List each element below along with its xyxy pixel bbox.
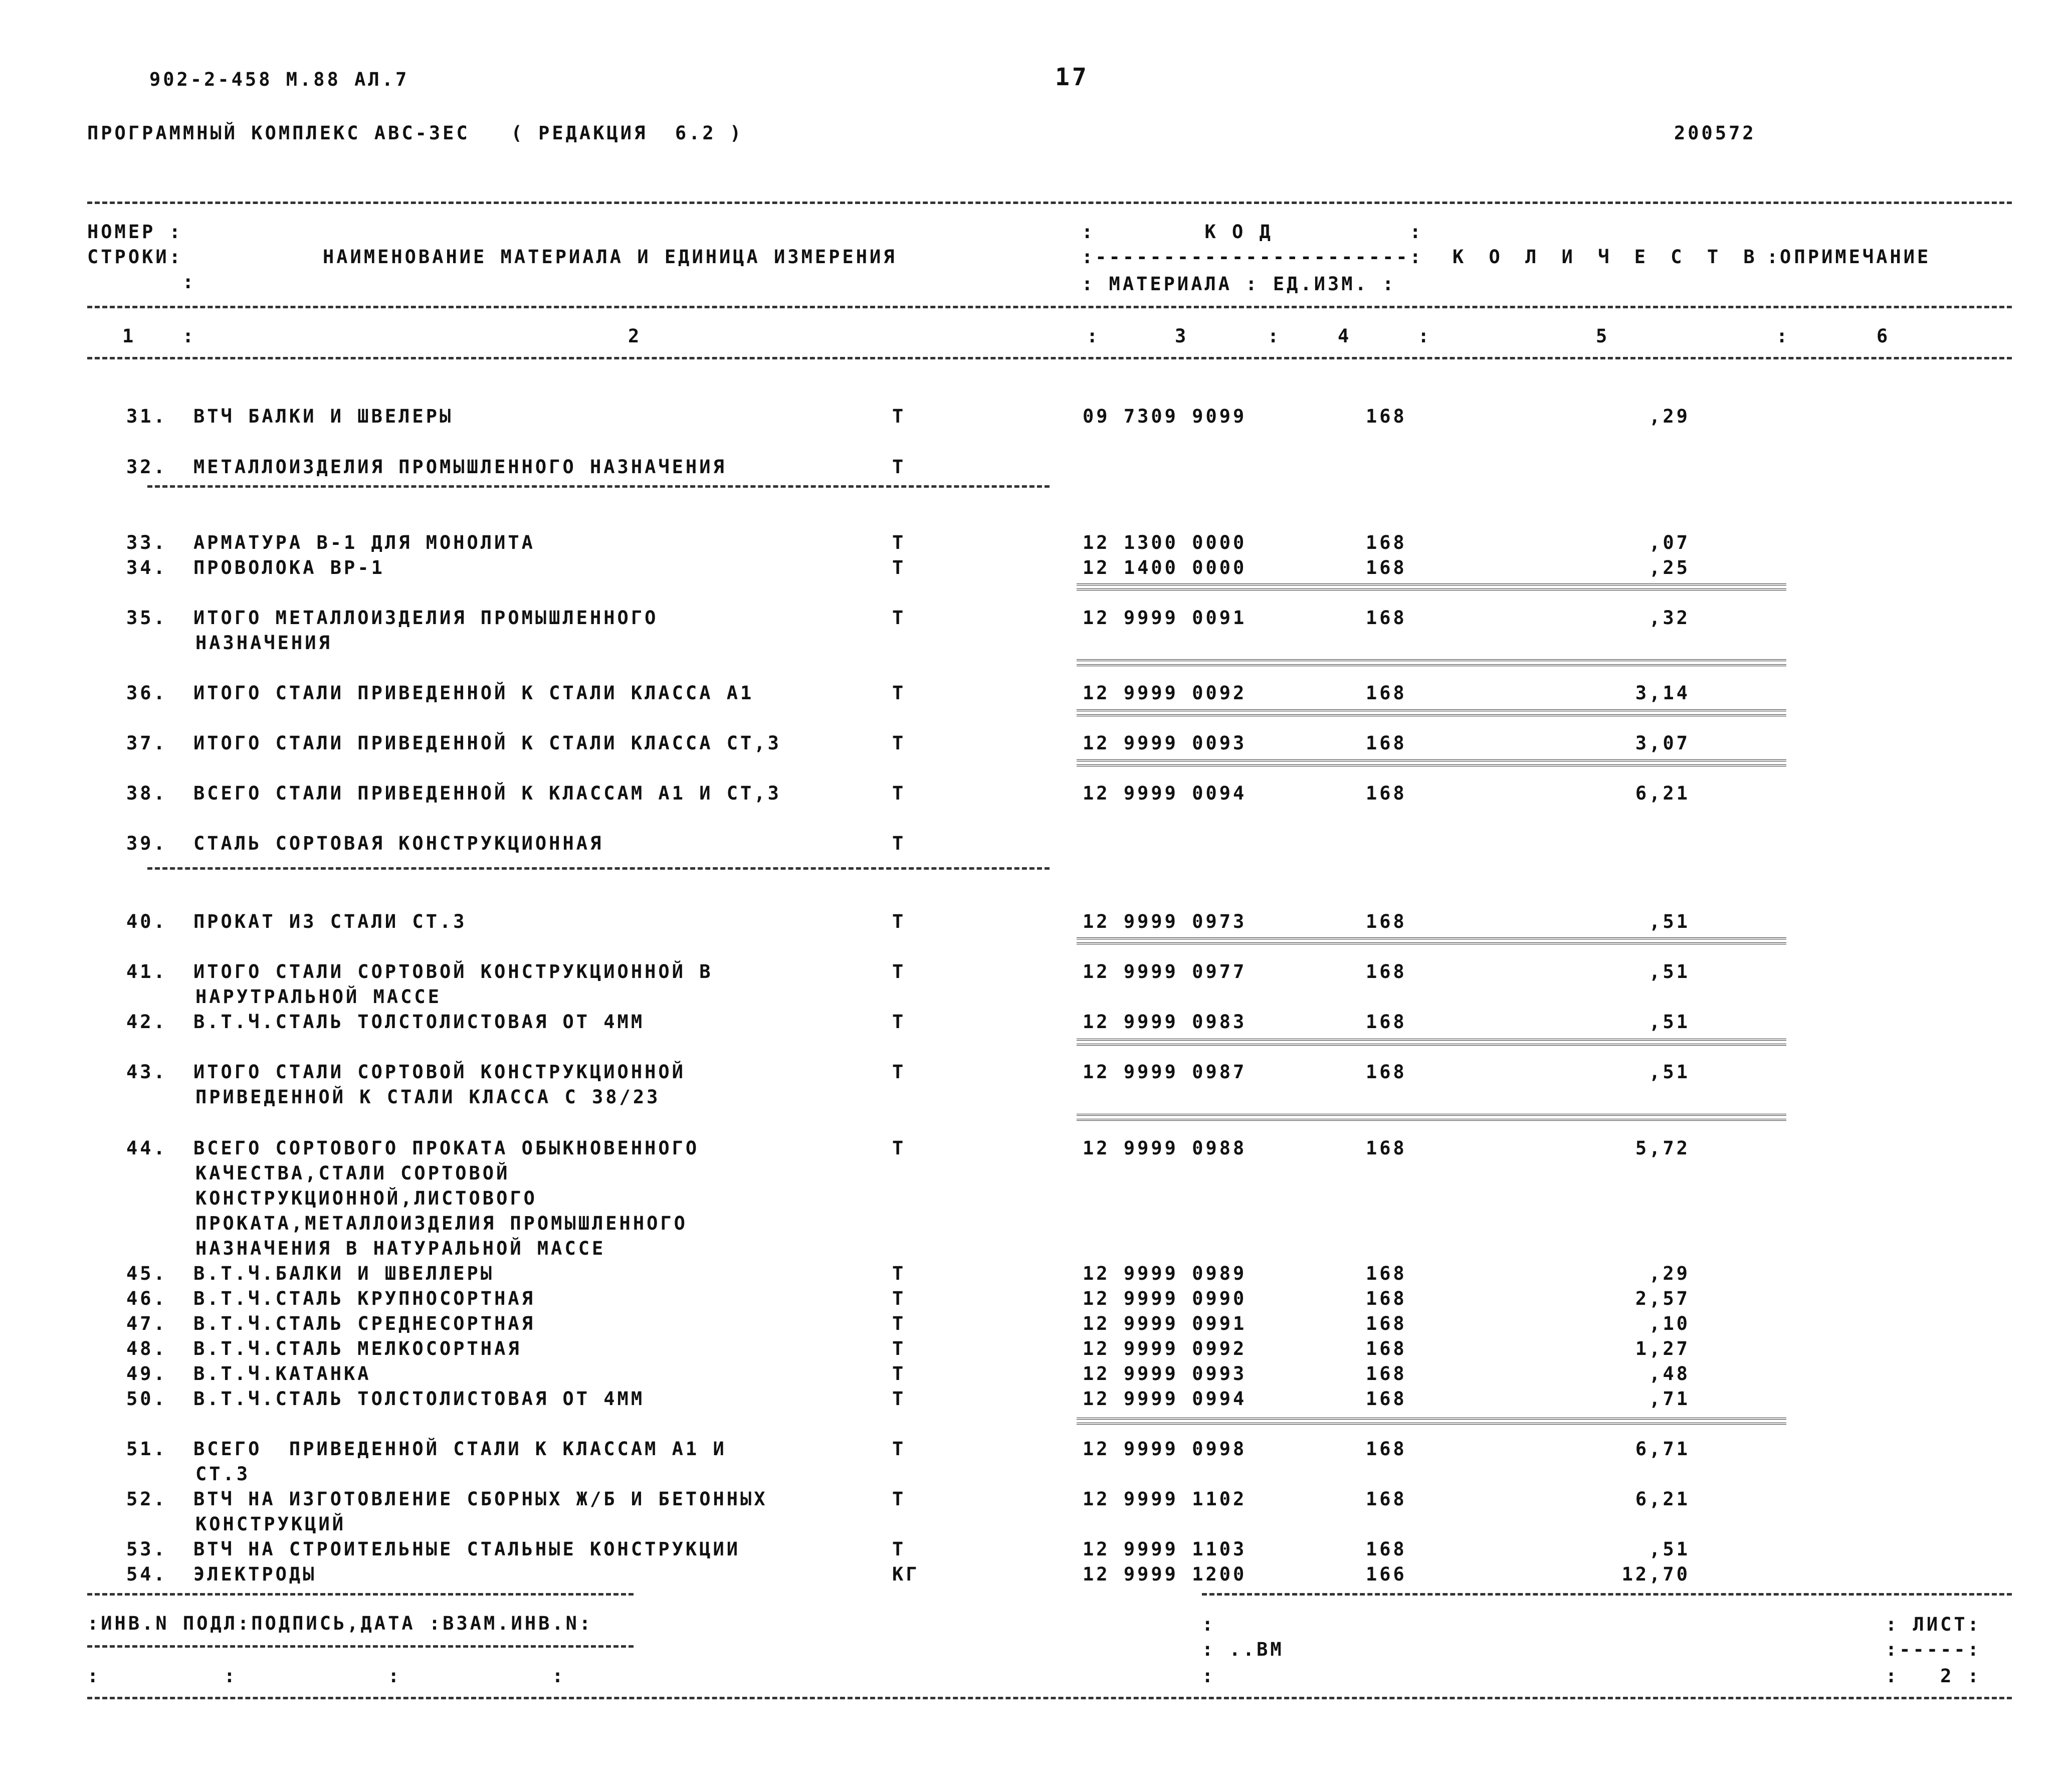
row-number: 37.	[126, 732, 167, 754]
material-code: 12 9999 0977	[1083, 961, 1247, 982]
unit-of-measure: Т	[892, 732, 906, 754]
material-code: 12 9999 0093	[1083, 732, 1247, 754]
material-name-line: В.Т.Ч.СТАЛЬ ТОЛСТОЛИСТОВАЯ ОТ 4ММ	[193, 1011, 645, 1033]
unit-code: 168	[1366, 1288, 1407, 1309]
sheet-label: : ЛИСТ:	[1886, 1614, 1981, 1635]
material-name-line: В.Т.Ч.БАЛКИ И ШВЕЛЛЕРЫ	[193, 1263, 495, 1284]
unit-code: 168	[1366, 911, 1407, 932]
unit-of-measure: Т	[892, 911, 906, 932]
material-name-line: В.Т.Ч.СТАЛЬ МЕЛКОСОРТНАЯ	[193, 1338, 522, 1359]
sheet-number: : 2 :	[1886, 1665, 1981, 1687]
unit-of-measure: КГ	[892, 1563, 920, 1585]
unit-code: 168	[1366, 732, 1407, 754]
stamp-mid-bottom: :	[1202, 1665, 1216, 1687]
quantity-value: ,07	[1649, 532, 1690, 553]
row-number: 38.	[126, 782, 167, 804]
material-code: 12 9999 0998	[1083, 1438, 1247, 1460]
unit-of-measure: Т	[892, 557, 906, 578]
unit-of-measure: Т	[892, 1388, 906, 1410]
col-number-1: 1	[122, 325, 136, 347]
unit-code: 168	[1366, 1538, 1407, 1560]
quantity-value: 3,07	[1635, 732, 1690, 754]
material-name-line: ИТОГО СТАЛИ СОРТОВОЙ КОНСТРУКЦИОННОЙ	[193, 1061, 686, 1083]
material-name-line: МЕТАЛЛОИЗДЕЛИЯ ПРОМЫШЛЕННОГО НАЗНАЧЕНИЯ	[193, 456, 727, 478]
quantity-value: 1,27	[1635, 1338, 1690, 1359]
header-code-divider: :-----------------------:	[1082, 246, 1423, 268]
col-number-3: 3	[1175, 325, 1189, 347]
unit-code: 168	[1366, 1313, 1407, 1334]
header-mid-rule	[87, 306, 2012, 308]
quantity-value: ,10	[1649, 1313, 1690, 1334]
unit-of-measure: Т	[892, 1488, 906, 1510]
material-code: 12 9999 0092	[1083, 682, 1247, 704]
quantity-value: ,29	[1649, 406, 1690, 427]
section-rule	[147, 867, 1050, 870]
header-quantity: К О Л И Ч Е С Т В О	[1453, 246, 1798, 268]
program-title: ПРОГРАММНЫЙ КОМПЛЕКС АВС-3ЕС ( РЕДАКЦИЯ 6.2 )	[87, 122, 744, 144]
quantity-value: ,51	[1649, 911, 1690, 932]
header-row-no-1: НОМЕР :	[87, 221, 183, 243]
material-name-line: ВТЧ НА СТРОИТЕЛЬНЫЕ СТАЛЬНЫЕ КОНСТРУКЦИИ	[193, 1538, 741, 1560]
sheet-divider: :-----:	[1886, 1639, 1981, 1660]
material-name-line: ИТОГО СТАЛИ СОРТОВОЙ КОНСТРУКЦИОННОЙ В	[193, 961, 713, 982]
material-code: 12 9999 0990	[1083, 1288, 1247, 1309]
unit-of-measure: Т	[892, 1438, 906, 1460]
col-number-5: 5	[1596, 325, 1610, 347]
col-number-6: 6	[1877, 325, 1891, 347]
material-name-line: СТАЛЬ СОРТОВАЯ КОНСТРУКЦИОННАЯ	[193, 833, 604, 854]
row-number: 54.	[126, 1563, 167, 1585]
header-top-rule	[87, 202, 2012, 204]
row-number: 34.	[126, 557, 167, 578]
unit-of-measure: Т	[892, 532, 906, 553]
row-number: 42.	[126, 1011, 167, 1033]
total-rule	[1077, 583, 1786, 590]
unit-code: 168	[1366, 1011, 1407, 1033]
document-id: 200572	[1674, 122, 1756, 144]
unit-code: 168	[1366, 1338, 1407, 1359]
material-code: 12 9999 0988	[1083, 1137, 1247, 1159]
header-material-name: НАИМЕНОВАНИЕ МАТЕРИАЛА И ЕДИНИЦА ИЗМЕРЕНИЯ	[323, 246, 897, 268]
material-code: 12 9999 0094	[1083, 782, 1247, 804]
unit-of-measure: Т	[892, 1338, 906, 1359]
row-number: 50.	[126, 1388, 167, 1410]
material-code: 09 7309 9099	[1083, 406, 1247, 427]
unit-of-measure: Т	[892, 607, 906, 629]
header-row-no-3: :	[182, 271, 196, 293]
quantity-value: ,51	[1649, 1061, 1690, 1083]
quantity-value: ,32	[1649, 607, 1690, 629]
unit-of-measure: Т	[892, 682, 906, 704]
quantity-value: ,25	[1649, 557, 1690, 578]
material-code: 12 9999 0987	[1083, 1061, 1247, 1083]
row-number: 41.	[126, 961, 167, 982]
material-name-line: НАЗНАЧЕНИЯ В НАТУРАЛЬНОЙ МАССЕ	[195, 1238, 606, 1259]
quantity-value: ,51	[1649, 961, 1690, 982]
stamp-labels: :ИНВ.N ПОДЛ:ПОДПИСЬ,ДАТА :ВЗАМ.ИНВ.N:	[87, 1613, 593, 1634]
material-name-line: В.Т.Ч.СТАЛЬ ТОЛСТОЛИСТОВАЯ ОТ 4ММ	[193, 1388, 645, 1410]
total-rule	[1077, 937, 1786, 944]
material-name-line: ПРОКАТ ИЗ СТАЛИ СТ.3	[193, 911, 467, 932]
material-name-line: НАРУТРАЛЬНОЙ МАССЕ	[195, 986, 442, 1008]
stamp-mid-rule	[87, 1645, 634, 1648]
header-bottom-rule	[87, 357, 2012, 359]
stamp-bottom-rule	[87, 1697, 2012, 1699]
row-number: 47.	[126, 1313, 167, 1334]
material-code: 12 9999 1200	[1083, 1563, 1247, 1585]
material-name-line: ПРИВЕДЕННОЙ К СТАЛИ КЛАССА С 38/23	[195, 1086, 661, 1108]
unit-code: 168	[1366, 1438, 1407, 1460]
material-name-line: В.Т.Ч.КАТАНКА	[193, 1363, 371, 1385]
total-rule	[1077, 709, 1786, 716]
row-number: 52.	[126, 1488, 167, 1510]
section-rule	[147, 485, 1050, 488]
unit-code: 168	[1366, 557, 1407, 578]
material-name-line: КАЧЕСТВА,СТАЛИ СОРТОВОЙ	[195, 1162, 510, 1184]
unit-of-measure: Т	[892, 1137, 906, 1159]
material-name-line: АРМАТУРА В-1 ДЛЯ МОНОЛИТА	[193, 532, 535, 553]
material-code: 12 9999 0989	[1083, 1263, 1247, 1284]
material-name-line: В.Т.Ч.СТАЛЬ СРЕДНЕСОРТНАЯ	[193, 1313, 535, 1334]
unit-of-measure: Т	[892, 1263, 906, 1284]
row-number: 31.	[126, 406, 167, 427]
material-name-line: СТ.3	[195, 1463, 251, 1485]
header-row-no-2: СТРОКИ:	[87, 246, 183, 268]
material-name-line: ПРОВОЛОКА ВР-1	[193, 557, 385, 578]
material-name-line: КОНСТРУКЦИЙ	[195, 1513, 346, 1535]
material-name-line: ИТОГО СТАЛИ ПРИВЕДЕННОЙ К СТАЛИ КЛАССА А1	[193, 682, 754, 704]
quantity-value: ,48	[1649, 1363, 1690, 1385]
unit-of-measure: Т	[892, 406, 906, 427]
material-name-line: ИТОГО СТАЛИ ПРИВЕДЕННОЙ К СТАЛИ КЛАССА СТ,3	[193, 732, 781, 754]
unit-of-measure: Т	[892, 1313, 906, 1334]
row-number: 32.	[126, 456, 167, 478]
row-number: 36.	[126, 682, 167, 704]
document-code: 902-2-458 М.88 АЛ.7	[149, 69, 409, 90]
quantity-value: ,51	[1649, 1538, 1690, 1560]
col-separator: :	[1087, 325, 1101, 347]
material-name-line: ПРОКАТА,МЕТАЛЛОИЗДЕЛИЯ ПРОМЫШЛЕННОГО	[195, 1213, 688, 1234]
unit-code: 168	[1366, 1363, 1407, 1385]
material-name-line: ВТЧ БАЛКИ И ШВЕЛЕРЫ	[193, 406, 454, 427]
material-code: 12 9999 0091	[1083, 607, 1247, 629]
quantity-value: 6,21	[1635, 1488, 1690, 1510]
col-separator: :	[1776, 325, 1790, 347]
quantity-value: ,51	[1649, 1011, 1690, 1033]
row-number: 48.	[126, 1338, 167, 1359]
stamp-top-rule-right	[1202, 1593, 2012, 1596]
row-number: 39.	[126, 833, 167, 854]
quantity-value: 12,70	[1621, 1563, 1690, 1585]
row-number: 46.	[126, 1288, 167, 1309]
row-number: 53.	[126, 1538, 167, 1560]
material-name-line: НАЗНАЧЕНИЯ	[195, 632, 332, 654]
material-name-line: В.Т.Ч.СТАЛЬ КРУПНОСОРТНАЯ	[193, 1288, 535, 1309]
material-code: 12 9999 0973	[1083, 911, 1247, 932]
quantity-value: ,29	[1649, 1263, 1690, 1284]
row-number: 45.	[126, 1263, 167, 1284]
total-rule	[1077, 659, 1786, 666]
quantity-value: 5,72	[1635, 1137, 1690, 1159]
unit-of-measure: Т	[892, 1061, 906, 1083]
unit-code: 168	[1366, 1061, 1407, 1083]
total-rule	[1077, 1418, 1786, 1425]
col-separator: :	[1268, 325, 1282, 347]
unit-of-measure: Т	[892, 782, 906, 804]
col-number-2: 2	[628, 325, 642, 347]
row-number: 44.	[126, 1137, 167, 1159]
row-number: 49.	[126, 1363, 167, 1385]
unit-of-measure: Т	[892, 833, 906, 854]
quantity-value: 6,71	[1635, 1438, 1690, 1460]
unit-code: 168	[1366, 1388, 1407, 1410]
unit-of-measure: Т	[892, 1288, 906, 1309]
unit-code: 166	[1366, 1563, 1407, 1585]
row-number: 51.	[126, 1438, 167, 1460]
unit-code: 168	[1366, 1137, 1407, 1159]
row-number: 35.	[126, 607, 167, 629]
header-note: : ПРИМЕЧАНИЕ	[1767, 246, 1931, 268]
row-number: 33.	[126, 532, 167, 553]
unit-of-measure: Т	[892, 456, 906, 478]
unit-code: 168	[1366, 682, 1407, 704]
material-code: 12 9999 0991	[1083, 1313, 1247, 1334]
unit-of-measure: Т	[892, 1538, 906, 1560]
material-name-line: ЭЛЕКТРОДЫ	[193, 1563, 317, 1585]
unit-code: 168	[1366, 1488, 1407, 1510]
material-name-line: ВСЕГО СОРТОВОГО ПРОКАТА ОБЫКНОВЕННОГО	[193, 1137, 700, 1159]
unit-code: 168	[1366, 406, 1407, 427]
unit-of-measure: Т	[892, 1363, 906, 1385]
material-code: 12 9999 1102	[1083, 1488, 1247, 1510]
material-name-line: КОНСТРУКЦИОННОЙ,ЛИСТОВОГО	[195, 1188, 537, 1209]
quantity-value: ,71	[1649, 1388, 1690, 1410]
unit-code: 168	[1366, 1263, 1407, 1284]
stamp-mid-top: :	[1202, 1614, 1216, 1635]
total-rule	[1077, 1039, 1786, 1046]
material-code: 12 9999 0983	[1083, 1011, 1247, 1033]
stamp-cells: : : : :	[87, 1665, 566, 1687]
unit-of-measure: Т	[892, 1011, 906, 1033]
unit-code: 168	[1366, 961, 1407, 982]
header-code-subcolumns: : МАТЕРИАЛА : ЕД.ИЗМ. :	[1082, 273, 1396, 295]
stamp-top-rule	[87, 1593, 634, 1596]
quantity-value: 6,21	[1635, 782, 1690, 804]
unit-of-measure: Т	[892, 961, 906, 982]
material-code: 12 9999 1103	[1083, 1538, 1247, 1560]
material-name-line: ВСЕГО ПРИВЕДЕННОЙ СТАЛИ К КЛАССАМ А1 И	[193, 1438, 727, 1460]
quantity-value: 3,14	[1635, 682, 1690, 704]
total-rule	[1077, 1114, 1786, 1121]
header-code-group: : К О Д :	[1082, 221, 1423, 243]
col-separator: :	[1418, 325, 1432, 347]
col-separator: :	[182, 325, 196, 347]
material-name-line: ВСЕГО СТАЛИ ПРИВЕДЕННОЙ К КЛАССАМ А1 И СТ,3	[193, 782, 781, 804]
stamp-vm-label: : ..ВМ	[1202, 1639, 1284, 1660]
material-name-line: ВТЧ НА ИЗГОТОВЛЕНИЕ СБОРНЫХ Ж/Б И БЕТОННЫХ	[193, 1488, 768, 1510]
col-number-4: 4	[1338, 325, 1352, 347]
row-number: 40.	[126, 911, 167, 932]
material-code: 12 9999 0993	[1083, 1363, 1247, 1385]
material-code: 12 9999 0992	[1083, 1338, 1247, 1359]
material-name-line: ИТОГО МЕТАЛЛОИЗДЕЛИЯ ПРОМЫШЛЕННОГО	[193, 607, 659, 629]
material-code: 12 1300 0000	[1083, 532, 1247, 553]
total-rule	[1077, 759, 1786, 766]
unit-code: 168	[1366, 532, 1407, 553]
material-code: 12 1400 0000	[1083, 557, 1247, 578]
material-code: 12 9999 0994	[1083, 1388, 1247, 1410]
unit-code: 168	[1366, 782, 1407, 804]
quantity-value: 2,57	[1635, 1288, 1690, 1309]
page-number: 17	[1055, 63, 1089, 91]
unit-code: 168	[1366, 607, 1407, 629]
row-number: 43.	[126, 1061, 167, 1083]
